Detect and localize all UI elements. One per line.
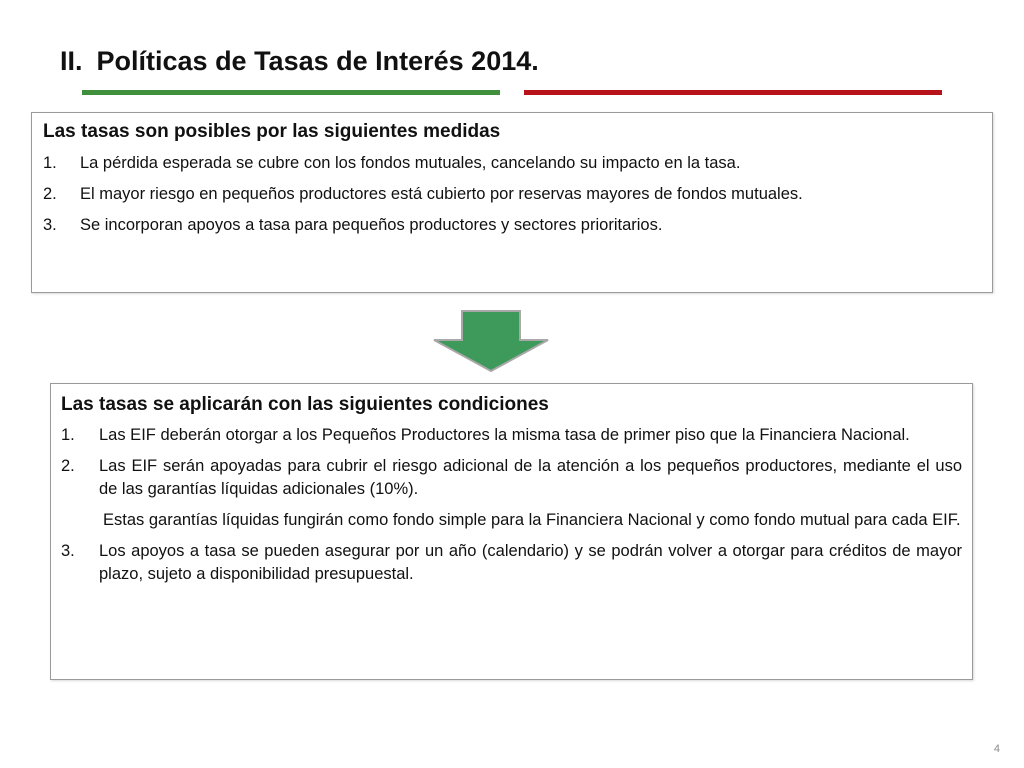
item-number: 1.	[61, 426, 75, 444]
item-number: 3.	[61, 542, 75, 560]
item-number: 3.	[43, 216, 57, 234]
condition-item-3	[61, 540, 962, 586]
down-arrow-icon	[432, 310, 550, 372]
measure-item-2	[43, 183, 981, 206]
item-text: El mayor riesgo en pequeños productores está cubierto por reservas mayores de fondos mutuales.	[80, 185, 803, 203]
green-divider	[82, 90, 500, 95]
page-number: 4	[993, 743, 1000, 755]
red-divider	[524, 90, 942, 95]
item-text: Las EIF serán apoyadas para cubrir el riesgo adicional de la atención a los pequeños productores, mediante el uso de las garantías líquidas adicionales (10%).	[99, 457, 962, 498]
item-text: La pérdida esperada se cubre con los fondos mutuales, cancelando su impacto en la tasa.	[80, 154, 741, 172]
item-number: 2.	[43, 185, 57, 203]
condition-item-1	[61, 424, 962, 447]
measures-heading: Las tasas son posibles por las siguientes medidas	[43, 121, 501, 142]
measure-item-1	[43, 152, 981, 175]
conditions-box	[50, 383, 973, 680]
item-number: 1.	[43, 154, 57, 172]
item-text: Se incorporan apoyos a tasa para pequeños productores y sectores prioritarios.	[80, 216, 663, 234]
slide-title	[60, 46, 539, 77]
title-text: Políticas de Tasas de Interés 2014.	[96, 46, 539, 76]
measures-box	[31, 112, 993, 293]
title-number: II.	[60, 46, 83, 76]
item-text: Las EIF deberán otorgar a los Pequeños Productores la misma tasa de primer piso que la Financiera Nacional.	[99, 426, 910, 444]
measure-item-3	[43, 214, 981, 237]
conditions-heading: Las tasas se aplicarán con las siguientes condiciones	[61, 394, 549, 415]
item-text: Los apoyos a tasa se pueden asegurar por un año (calendario) y se podrán volver a otorgar para créditos de mayor plazo, sujeto a disponibilidad presupuestal.	[99, 542, 962, 583]
condition-note: Estas garantías líquidas fungirán como fondo simple para la Financiera Nacional y como fondo mutual para cada EIF.	[103, 511, 961, 529]
condition-item-2	[61, 455, 962, 501]
item-number: 2.	[61, 457, 75, 475]
